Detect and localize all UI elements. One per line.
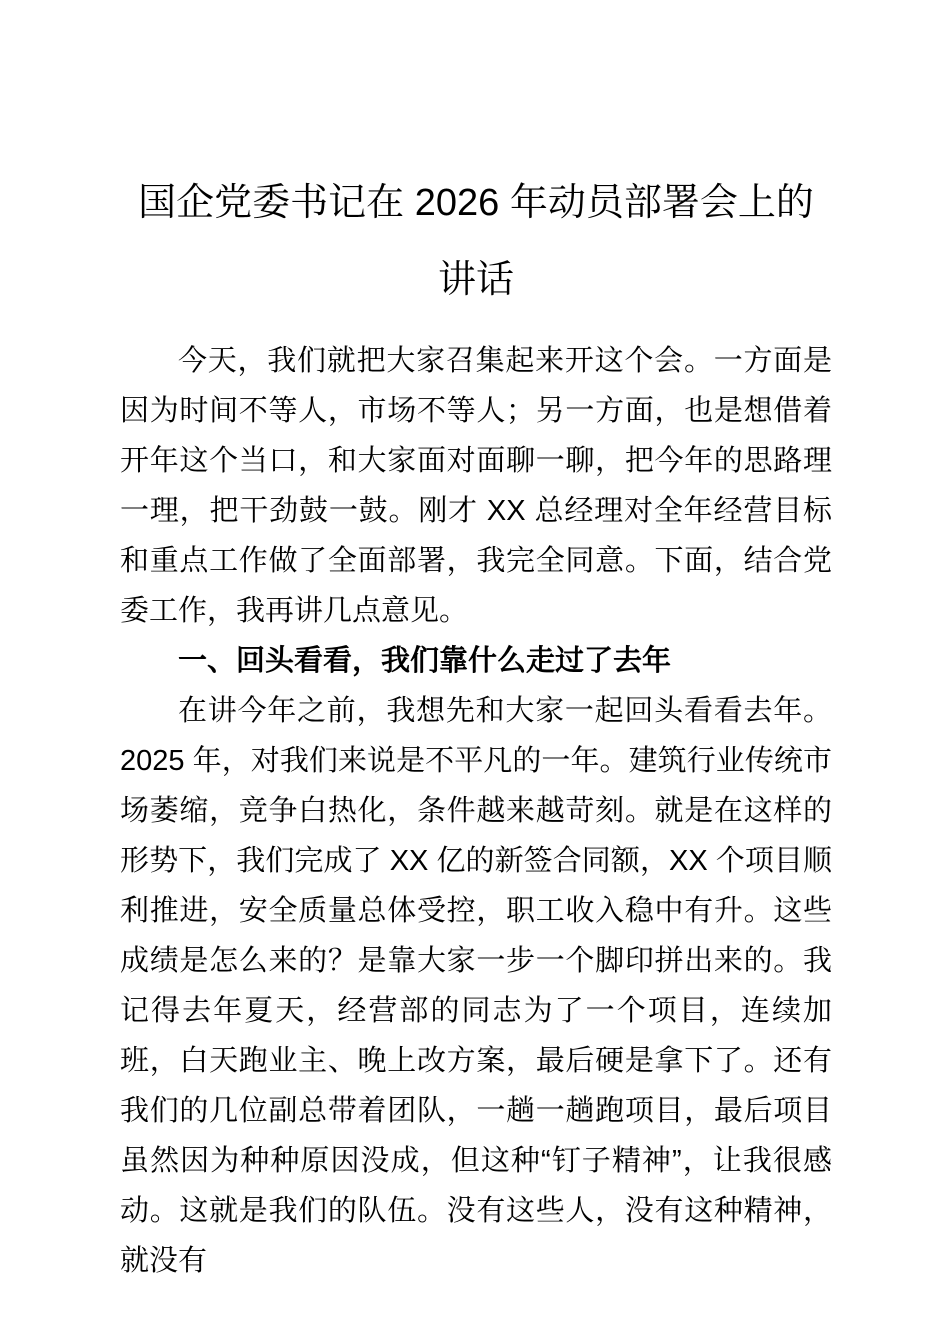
document-body (120, 336, 832, 1286)
title-line-1: 国企党委书记在 2026 年动员部署会上的 (138, 182, 814, 224)
paragraph-opening: 今天，我们就把大家召集起来开这个会。一方面是因为时间不等人，市场不等人；另一方面，也是想借着开年这个当口，和大家面对面聊一聊，把今年的思路理一理，把干劲鼓一鼓。刚才 XX 总经理对全年经营目标和重点工作做了全面部署，我完全同意。下面，结合党委工作，我再讲几点意见。 (120, 345, 832, 627)
title-line-2: 讲话 (437, 259, 514, 301)
section-1-heading: 一、回头看看，我们靠什么走过了去年 (178, 645, 672, 677)
paragraph-section-1: 在讲今年之前，我想先和大家一起回头看看去年。2025 年，对我们来说是不平凡的一年。建筑行业传统市场萎缩，竞争白热化，条件越来越苛刻。就是在这样的形势下，我们完成了 XX 亿的新签合同额，XX 个项目顺利推进，安全质量总体受控，职工收入稳中有升。这些成绩是怎么来的？是靠大家一步一个脚印拼出来的。我记得去年夏天，经营部的同志为了一个项目，连续加班，白天跑业主、晚上改方案，最后硬是拿下了。还有我们的几位副总带着团队，一趟一趟跑项目，最后项目虽然因为种种原因没成，但这种“钉子精神”，让我很感动。这就是我们的队伍。没有这些人，没有这种精神，就没有 (120, 695, 832, 1277)
document-title (120, 165, 832, 319)
